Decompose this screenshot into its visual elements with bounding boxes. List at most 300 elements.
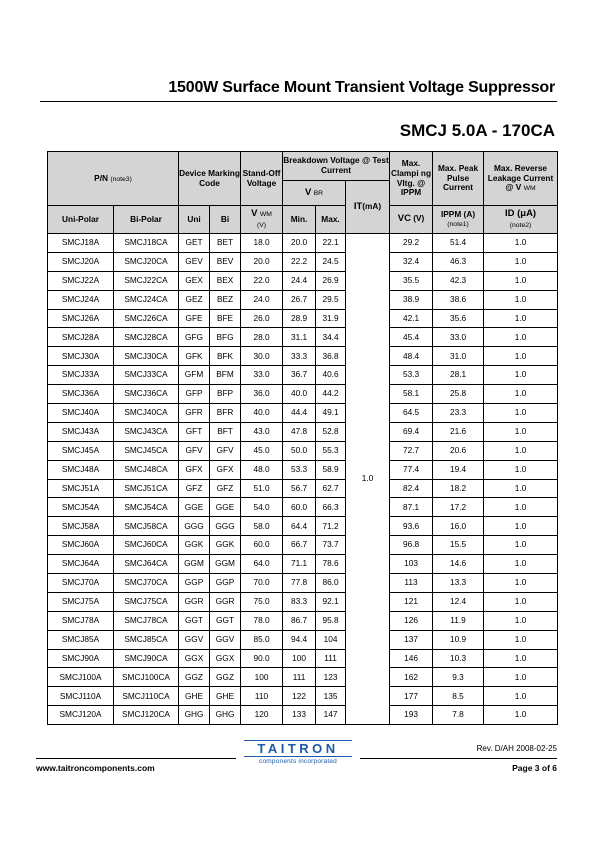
id-cell: 1.0 bbox=[484, 687, 558, 706]
bi-polar-pn-cell: SMCJ36CA bbox=[114, 385, 179, 404]
uni-polar-pn-cell: SMCJ75A bbox=[48, 592, 114, 611]
id-cell: 1.0 bbox=[484, 555, 558, 574]
ippm-cell: 38.6 bbox=[433, 290, 484, 309]
vwm-header bbox=[241, 206, 283, 234]
vbr-max-cell: 135 bbox=[316, 687, 346, 706]
vbr-min-cell: 56.7 bbox=[283, 479, 316, 498]
bi-marking-cell: GFV bbox=[210, 441, 241, 460]
vbr-min-cell: 83.3 bbox=[283, 592, 316, 611]
bi-polar-pn-cell: SMCJ60CA bbox=[114, 536, 179, 555]
uni-polar-pn-cell: SMCJ43A bbox=[48, 422, 114, 441]
id-cell: 1.0 bbox=[484, 366, 558, 385]
vbr-min-cell: 133 bbox=[283, 706, 316, 725]
bi-marking-cell: BFM bbox=[210, 366, 241, 385]
bi-marking-cell: GFZ bbox=[210, 479, 241, 498]
vbr-min-cell: 24.4 bbox=[283, 271, 316, 290]
table-row bbox=[48, 555, 558, 574]
title-divider bbox=[40, 101, 557, 102]
vc-cell: 58.1 bbox=[390, 385, 433, 404]
pn-header bbox=[48, 152, 179, 206]
id-cell: 1.0 bbox=[484, 385, 558, 404]
id-cell: 1.0 bbox=[484, 517, 558, 536]
table-row bbox=[48, 687, 558, 706]
bi-marking-cell: GGR bbox=[210, 592, 241, 611]
bi-marking-cell: BEZ bbox=[210, 290, 241, 309]
vwm-cell: 24.0 bbox=[241, 290, 283, 309]
vwm-cell: 100 bbox=[241, 668, 283, 687]
id-cell: 1.0 bbox=[484, 574, 558, 593]
id-label: ID (μA) bbox=[504, 208, 537, 220]
uni-polar-pn-cell: SMCJ90A bbox=[48, 649, 114, 668]
vc-cell: 113 bbox=[390, 574, 433, 593]
vwm-cell: 60.0 bbox=[241, 536, 283, 555]
bi-polar-pn-cell: SMCJ58CA bbox=[114, 517, 179, 536]
vbr-min-cell: 40.0 bbox=[283, 385, 316, 404]
uni-marking-cell: GGZ bbox=[179, 668, 210, 687]
vbr-max-cell: 111 bbox=[316, 649, 346, 668]
spec-table-body bbox=[48, 234, 558, 725]
vbr-max-cell: 71.2 bbox=[316, 517, 346, 536]
bi-polar-pn-cell: SMCJ30CA bbox=[114, 347, 179, 366]
vwm-cell: 48.0 bbox=[241, 460, 283, 479]
vbr-min-cell: 111 bbox=[283, 668, 316, 687]
bi-marking-cell: GGX bbox=[210, 649, 241, 668]
id-cell: 1.0 bbox=[484, 649, 558, 668]
ippm-cell: 14.6 bbox=[433, 555, 484, 574]
id-cell: 1.0 bbox=[484, 592, 558, 611]
uni-marking-cell: GFE bbox=[179, 309, 210, 328]
vbr-max-cell: 95.8 bbox=[316, 611, 346, 630]
bi-marking-cell: BFT bbox=[210, 422, 241, 441]
table-row bbox=[48, 630, 558, 649]
uni-marking-cell: GEZ bbox=[179, 290, 210, 309]
max-reverse-leakage-sub: WM bbox=[523, 185, 536, 193]
vc-cell: 96.8 bbox=[390, 536, 433, 555]
it-header bbox=[346, 181, 390, 234]
uni-marking-cell: GGP bbox=[179, 574, 210, 593]
uni-polar-pn-cell: SMCJ20A bbox=[48, 252, 114, 271]
uni-marking-cell: GGM bbox=[179, 555, 210, 574]
bi-marking-cell: BFP bbox=[210, 385, 241, 404]
vbr-min-cell: 31.1 bbox=[283, 328, 316, 347]
uni-polar-pn-cell: SMCJ26A bbox=[48, 309, 114, 328]
vwm-cell: 120 bbox=[241, 706, 283, 725]
vbr-max-cell: 36.8 bbox=[316, 347, 346, 366]
table-row bbox=[48, 479, 558, 498]
vwm-label: V bbox=[251, 208, 258, 220]
vbr-min-cell: 22.2 bbox=[283, 252, 316, 271]
uni-polar-pn-cell: SMCJ22A bbox=[48, 271, 114, 290]
vwm-cell: 28.0 bbox=[241, 328, 283, 347]
table-row bbox=[48, 536, 558, 555]
bi-polar-pn-cell: SMCJ70CA bbox=[114, 574, 179, 593]
uni-polar-pn-cell: SMCJ24A bbox=[48, 290, 114, 309]
vc-unit: (V) bbox=[413, 213, 425, 224]
device-marking-header: Device Marking Code bbox=[179, 152, 241, 206]
uni-polar-pn-cell: SMCJ45A bbox=[48, 441, 114, 460]
vc-cell: 82.4 bbox=[390, 479, 433, 498]
bi-marking-cell: BEX bbox=[210, 271, 241, 290]
ippm-cell: 15.5 bbox=[433, 536, 484, 555]
ippm-cell: 13.3 bbox=[433, 574, 484, 593]
bi-marking-cell: BET bbox=[210, 234, 241, 253]
bi-polar-pn-cell: SMCJ48CA bbox=[114, 460, 179, 479]
table-row bbox=[48, 385, 558, 404]
table-row bbox=[48, 366, 558, 385]
vc-cell: 121 bbox=[390, 592, 433, 611]
uni-marking-cell: GGE bbox=[179, 498, 210, 517]
vwm-cell: 51.0 bbox=[241, 479, 283, 498]
vbr-max-cell: 52.8 bbox=[316, 422, 346, 441]
uni-marking-cell: GFK bbox=[179, 347, 210, 366]
pn-note: (note3) bbox=[110, 175, 132, 183]
ippm-cell: 31.0 bbox=[433, 347, 484, 366]
bi-polar-pn-cell: SMCJ22CA bbox=[114, 271, 179, 290]
vbr-min-cell: 122 bbox=[283, 687, 316, 706]
bi-marking-cell: GHG bbox=[210, 706, 241, 725]
max-peak-pulse-header: Max. Peak Pulse Current bbox=[433, 152, 484, 206]
vbr-max-cell: 31.9 bbox=[316, 309, 346, 328]
ippm-header bbox=[433, 206, 484, 234]
vbr-max-cell: 29.5 bbox=[316, 290, 346, 309]
id-cell: 1.0 bbox=[484, 404, 558, 423]
bi-marking-cell: BFK bbox=[210, 347, 241, 366]
max-clamping-header: Max. Clampi ng Vltg. @ IPPM bbox=[390, 152, 433, 206]
vwm-cell: 43.0 bbox=[241, 422, 283, 441]
vbr-min-cell: 50.0 bbox=[283, 441, 316, 460]
vbr-max-cell: 104 bbox=[316, 630, 346, 649]
vwm-cell: 30.0 bbox=[241, 347, 283, 366]
ippm-cell: 8.5 bbox=[433, 687, 484, 706]
ippm-cell: 7.8 bbox=[433, 706, 484, 725]
table-row bbox=[48, 649, 558, 668]
bi-marking-cell: GFX bbox=[210, 460, 241, 479]
bi-polar-pn-cell: SMCJ40CA bbox=[114, 404, 179, 423]
id-cell: 1.0 bbox=[484, 706, 558, 725]
uni-polar-pn-cell: SMCJ30A bbox=[48, 347, 114, 366]
ippm-cell: 25.8 bbox=[433, 385, 484, 404]
website-link[interactable]: www.taitroncomponents.com bbox=[36, 763, 155, 773]
vwm-cell: 36.0 bbox=[241, 385, 283, 404]
pn-label: P/N bbox=[94, 172, 108, 183]
vwm-cell: 58.0 bbox=[241, 517, 283, 536]
vc-cell: 53.3 bbox=[390, 366, 433, 385]
table-row bbox=[48, 422, 558, 441]
bi-polar-pn-cell: SMCJ28CA bbox=[114, 328, 179, 347]
bi-polar-pn-cell: SMCJ51CA bbox=[114, 479, 179, 498]
ippm-cell: 21.6 bbox=[433, 422, 484, 441]
id-cell: 1.0 bbox=[484, 460, 558, 479]
ippm-cell: 35.6 bbox=[433, 309, 484, 328]
uni-marking-cell: GFX bbox=[179, 460, 210, 479]
vbr-min-cell: 86.7 bbox=[283, 611, 316, 630]
vbr-label: V bbox=[304, 186, 312, 198]
ippm-cell: 19.4 bbox=[433, 460, 484, 479]
vwm-cell: 70.0 bbox=[241, 574, 283, 593]
bi-marking-cell: GGE bbox=[210, 498, 241, 517]
bi-header: Bi bbox=[210, 206, 241, 234]
uni-marking-cell: GFV bbox=[179, 441, 210, 460]
vbr-min-cell: 20.0 bbox=[283, 234, 316, 253]
bi-polar-pn-cell: SMCJ43CA bbox=[114, 422, 179, 441]
page-number: Page 3 of 6 bbox=[512, 763, 557, 773]
bi-marking-cell: BEV bbox=[210, 252, 241, 271]
id-cell: 1.0 bbox=[484, 498, 558, 517]
vwm-cell: 90.0 bbox=[241, 649, 283, 668]
uni-marking-cell: GFP bbox=[179, 385, 210, 404]
uni-polar-pn-cell: SMCJ58A bbox=[48, 517, 114, 536]
uni-marking-cell: GGR bbox=[179, 592, 210, 611]
vbr-max-cell: 73.7 bbox=[316, 536, 346, 555]
uni-polar-pn-cell: SMCJ51A bbox=[48, 479, 114, 498]
uni-marking-cell: GET bbox=[179, 234, 210, 253]
vbr-min-cell: 77.8 bbox=[283, 574, 316, 593]
vwm-sub: WM bbox=[259, 211, 272, 219]
bi-polar-pn-cell: SMCJ33CA bbox=[114, 366, 179, 385]
id-cell: 1.0 bbox=[484, 479, 558, 498]
vwm-unit: (V) bbox=[257, 222, 267, 230]
bi-polar-header: Bi-Polar bbox=[114, 206, 179, 234]
vc-cell: 77.4 bbox=[390, 460, 433, 479]
vbr-min-cell: 94.4 bbox=[283, 630, 316, 649]
bi-polar-pn-cell: SMCJ64CA bbox=[114, 555, 179, 574]
min-header: Min. bbox=[283, 206, 316, 234]
table-row bbox=[48, 309, 558, 328]
uni-polar-pn-cell: SMCJ70A bbox=[48, 574, 114, 593]
vc-cell: 69.4 bbox=[390, 422, 433, 441]
ippm-cell: 9.3 bbox=[433, 668, 484, 687]
bi-marking-cell: GGV bbox=[210, 630, 241, 649]
uni-polar-pn-cell: SMCJ40A bbox=[48, 404, 114, 423]
vbr-max-cell: 66.3 bbox=[316, 498, 346, 517]
vc-cell: 29.2 bbox=[390, 234, 433, 253]
uni-marking-cell: GGX bbox=[179, 649, 210, 668]
vbr-max-cell: 62.7 bbox=[316, 479, 346, 498]
vwm-cell: 75.0 bbox=[241, 592, 283, 611]
footer-divider-left bbox=[36, 758, 236, 759]
uni-polar-pn-cell: SMCJ120A bbox=[48, 706, 114, 725]
uni-marking-cell: GGT bbox=[179, 611, 210, 630]
vwm-cell: 54.0 bbox=[241, 498, 283, 517]
uni-polar-pn-cell: SMCJ33A bbox=[48, 366, 114, 385]
bi-polar-pn-cell: SMCJ24CA bbox=[114, 290, 179, 309]
ippm-cell: 23.3 bbox=[433, 404, 484, 423]
vc-cell: 93.6 bbox=[390, 517, 433, 536]
bi-marking-cell: GGM bbox=[210, 555, 241, 574]
vbr-min-cell: 47.8 bbox=[283, 422, 316, 441]
vbr-min-cell: 64.4 bbox=[283, 517, 316, 536]
vwm-cell: 26.0 bbox=[241, 309, 283, 328]
vbr-max-cell: 44.2 bbox=[316, 385, 346, 404]
table-row bbox=[48, 347, 558, 366]
id-cell: 1.0 bbox=[484, 309, 558, 328]
table-row bbox=[48, 611, 558, 630]
uni-polar-header: Uni-Polar bbox=[48, 206, 114, 234]
vbr-min-cell: 36.7 bbox=[283, 366, 316, 385]
id-cell: 1.0 bbox=[484, 271, 558, 290]
bi-marking-cell: BFG bbox=[210, 328, 241, 347]
vwm-cell: 22.0 bbox=[241, 271, 283, 290]
uni-polar-pn-cell: SMCJ28A bbox=[48, 328, 114, 347]
uni-polar-pn-cell: SMCJ64A bbox=[48, 555, 114, 574]
table-row bbox=[48, 592, 558, 611]
id-header bbox=[484, 206, 558, 234]
vbr-max-cell: 147 bbox=[316, 706, 346, 725]
bi-marking-cell: GGG bbox=[210, 517, 241, 536]
uni-marking-cell: GHE bbox=[179, 687, 210, 706]
bi-polar-pn-cell: SMCJ120CA bbox=[114, 706, 179, 725]
part-range-title: SMCJ 5.0A - 170CA bbox=[399, 121, 555, 140]
id-cell: 1.0 bbox=[484, 611, 558, 630]
ippm-cell: 46.3 bbox=[433, 252, 484, 271]
uni-header: Uni bbox=[179, 206, 210, 234]
vbr-max-cell: 34.4 bbox=[316, 328, 346, 347]
uni-marking-cell: GGK bbox=[179, 536, 210, 555]
uni-marking-cell: GFM bbox=[179, 366, 210, 385]
revision-label: Rev. D/AH 2008-02-25 bbox=[476, 744, 557, 753]
bi-marking-cell: BFE bbox=[210, 309, 241, 328]
vbr-max-cell: 22.1 bbox=[316, 234, 346, 253]
vbr-min-cell: 100 bbox=[283, 649, 316, 668]
ippm-cell: 17.2 bbox=[433, 498, 484, 517]
uni-marking-cell: GFR bbox=[179, 404, 210, 423]
vc-cell: 48.4 bbox=[390, 347, 433, 366]
id-cell: 1.0 bbox=[484, 290, 558, 309]
vc-cell: 32.4 bbox=[390, 252, 433, 271]
table-row bbox=[48, 290, 558, 309]
bi-polar-pn-cell: SMCJ100CA bbox=[114, 668, 179, 687]
id-cell: 1.0 bbox=[484, 441, 558, 460]
ippm-cell: 11.9 bbox=[433, 611, 484, 630]
bi-polar-pn-cell: SMCJ75CA bbox=[114, 592, 179, 611]
uni-polar-pn-cell: SMCJ85A bbox=[48, 630, 114, 649]
uni-marking-cell: GEX bbox=[179, 271, 210, 290]
table-row bbox=[48, 252, 558, 271]
table-row bbox=[48, 574, 558, 593]
table-row bbox=[48, 668, 558, 687]
vbr-min-cell: 66.7 bbox=[283, 536, 316, 555]
vwm-cell: 85.0 bbox=[241, 630, 283, 649]
it-unit: (mA) bbox=[362, 200, 382, 211]
logo-subtext: components incorporated bbox=[259, 758, 337, 765]
table-row bbox=[48, 271, 558, 290]
vc-cell: 35.5 bbox=[390, 271, 433, 290]
ippm-cell: 12.4 bbox=[433, 592, 484, 611]
table-row bbox=[48, 234, 558, 253]
id-cell: 1.0 bbox=[484, 668, 558, 687]
ippm-note: (note1) bbox=[447, 221, 469, 229]
uni-marking-cell: GFG bbox=[179, 328, 210, 347]
id-cell: 1.0 bbox=[484, 630, 558, 649]
footer-divider-right bbox=[360, 758, 557, 759]
bi-polar-pn-cell: SMCJ54CA bbox=[114, 498, 179, 517]
vc-cell: 193 bbox=[390, 706, 433, 725]
vc-cell: 45.4 bbox=[390, 328, 433, 347]
vc-cell: 72.7 bbox=[390, 441, 433, 460]
ippm-cell: 20.6 bbox=[433, 441, 484, 460]
id-cell: 1.0 bbox=[484, 252, 558, 271]
max-reverse-leakage-label: Max. Reverse Leakage Current @ V bbox=[487, 163, 554, 193]
table-row bbox=[48, 328, 558, 347]
vbr-max-cell: 49.1 bbox=[316, 404, 346, 423]
ippm-cell: 10.3 bbox=[433, 649, 484, 668]
uni-polar-pn-cell: SMCJ54A bbox=[48, 498, 114, 517]
ippm-cell: 51.4 bbox=[433, 234, 484, 253]
uni-marking-cell: GHG bbox=[179, 706, 210, 725]
vc-cell: 177 bbox=[390, 687, 433, 706]
uni-polar-pn-cell: SMCJ78A bbox=[48, 611, 114, 630]
vbr-max-cell: 86.0 bbox=[316, 574, 346, 593]
vc-cell: 162 bbox=[390, 668, 433, 687]
uni-polar-pn-cell: SMCJ18A bbox=[48, 234, 114, 253]
uni-polar-pn-cell: SMCJ60A bbox=[48, 536, 114, 555]
vbr-min-cell: 26.7 bbox=[283, 290, 316, 309]
uni-marking-cell: GFT bbox=[179, 422, 210, 441]
it-value-cell: 1.0 bbox=[346, 234, 390, 725]
vc-cell: 38.9 bbox=[390, 290, 433, 309]
bi-polar-pn-cell: SMCJ45CA bbox=[114, 441, 179, 460]
standoff-voltage-header: Stand-Off Voltage bbox=[241, 152, 283, 206]
bi-polar-pn-cell: SMCJ26CA bbox=[114, 309, 179, 328]
vwm-cell: 18.0 bbox=[241, 234, 283, 253]
table-row bbox=[48, 498, 558, 517]
vwm-cell: 64.0 bbox=[241, 555, 283, 574]
vc-cell: 146 bbox=[390, 649, 433, 668]
vc-label: VC bbox=[397, 213, 411, 225]
vc-cell: 87.1 bbox=[390, 498, 433, 517]
bi-marking-cell: GHE bbox=[210, 687, 241, 706]
it-label: IT bbox=[353, 200, 363, 212]
bi-marking-cell: GGZ bbox=[210, 668, 241, 687]
vbr-min-cell: 53.3 bbox=[283, 460, 316, 479]
vwm-cell: 45.0 bbox=[241, 441, 283, 460]
ippm-cell: 18.2 bbox=[433, 479, 484, 498]
breakdown-voltage-header: Breakdown Voltage @ Test Current bbox=[283, 152, 390, 181]
vbr-max-cell: 58.9 bbox=[316, 460, 346, 479]
bi-marking-cell: GGT bbox=[210, 611, 241, 630]
bi-polar-pn-cell: SMCJ85CA bbox=[114, 630, 179, 649]
uni-polar-pn-cell: SMCJ48A bbox=[48, 460, 114, 479]
uni-polar-pn-cell: SMCJ100A bbox=[48, 668, 114, 687]
vwm-cell: 40.0 bbox=[241, 404, 283, 423]
uni-polar-pn-cell: SMCJ36A bbox=[48, 385, 114, 404]
id-cell: 1.0 bbox=[484, 422, 558, 441]
id-cell: 1.0 bbox=[484, 234, 558, 253]
bi-polar-pn-cell: SMCJ78CA bbox=[114, 611, 179, 630]
spec-table bbox=[47, 151, 558, 725]
vbr-header bbox=[283, 181, 346, 206]
max-header: Max. bbox=[316, 206, 346, 234]
ippm-cell: 10.9 bbox=[433, 630, 484, 649]
ippm-label: IPPM (A) bbox=[440, 208, 476, 219]
vbr-min-cell: 60.0 bbox=[283, 498, 316, 517]
vwm-cell: 33.0 bbox=[241, 366, 283, 385]
bi-polar-pn-cell: SMCJ18CA bbox=[114, 234, 179, 253]
vbr-max-cell: 40.6 bbox=[316, 366, 346, 385]
table-row bbox=[48, 517, 558, 536]
vbr-min-cell: 44.4 bbox=[283, 404, 316, 423]
table-row bbox=[48, 460, 558, 479]
vbr-min-cell: 33.3 bbox=[283, 347, 316, 366]
vbr-min-cell: 71.1 bbox=[283, 555, 316, 574]
vc-cell: 137 bbox=[390, 630, 433, 649]
ippm-cell: 33.0 bbox=[433, 328, 484, 347]
ippm-cell: 28.1 bbox=[433, 366, 484, 385]
vbr-max-cell: 123 bbox=[316, 668, 346, 687]
bi-marking-cell: GGP bbox=[210, 574, 241, 593]
logo-text: TAITRON bbox=[244, 740, 352, 757]
uni-marking-cell: GGG bbox=[179, 517, 210, 536]
